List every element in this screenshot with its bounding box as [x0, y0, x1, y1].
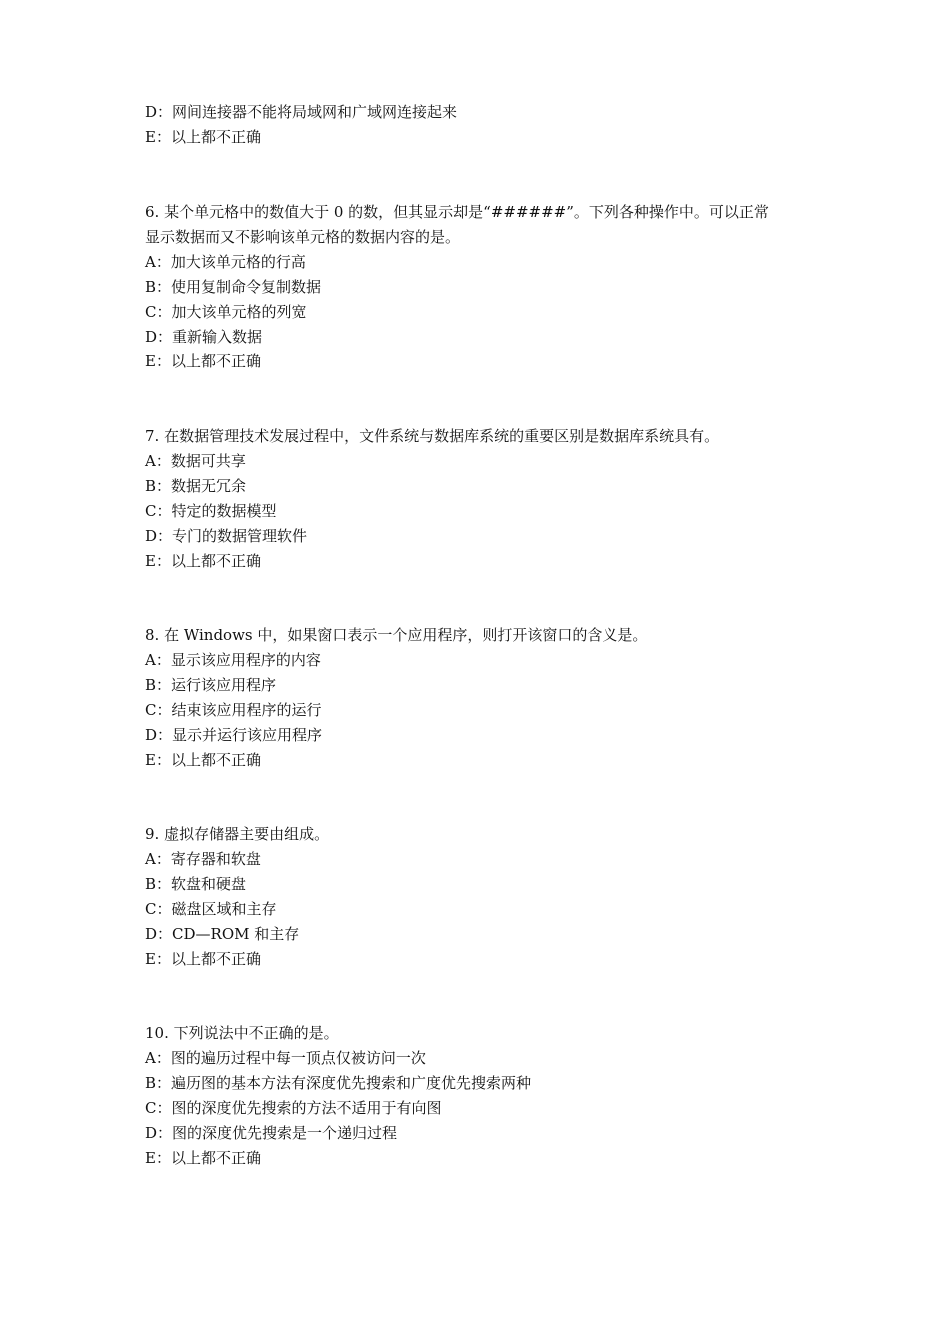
- option-e: E：以上都不正确: [145, 950, 261, 968]
- question-7-stem: 7. 在数据管理技术发展过程中，文件系统与数据库系统的重要区别是数据库系统具有。: [145, 427, 720, 445]
- option-d: D：图的深度优先搜索是一个递归过程: [145, 1124, 398, 1142]
- question-6-stem: 6. 某个单元格中的数值大于 0 的数，但其显示却是“######”。下列各种操作中。可以正常: [145, 203, 769, 221]
- option-b: B：数据无冗余: [145, 477, 247, 495]
- option-e: E：以上都不正确: [145, 128, 261, 146]
- option-e: E：以上都不正确: [145, 552, 261, 570]
- option-d: D：CD—ROM 和主存: [145, 925, 300, 943]
- option-e: E：以上都不正确: [145, 352, 261, 370]
- question-10-stem: 10. 下列说法中不正确的是。: [145, 1024, 339, 1042]
- option-b: B：使用复制命令复制数据: [145, 278, 322, 296]
- option-c: C：图的深度优先搜索的方法不适用于有向图: [145, 1099, 442, 1117]
- option-a: A：显示该应用程序的内容: [145, 651, 321, 669]
- option-c: C：结束该应用程序的运行: [145, 701, 322, 719]
- option-e: E：以上都不正确: [145, 751, 261, 769]
- option-b: B：遍历图的基本方法有深度优先搜索和广度优先搜索两种: [145, 1074, 532, 1092]
- question-6-stem: 显示数据而又不影响该单元格的数据内容的是。: [145, 228, 461, 246]
- option-d: D：显示并运行该应用程序: [145, 726, 323, 744]
- option-a: A：加大该单元格的行高: [145, 253, 306, 271]
- option-b: B：运行该应用程序: [145, 676, 277, 694]
- option-c: C：加大该单元格的列宽: [145, 303, 307, 321]
- option-a: A：数据可共享: [145, 452, 246, 470]
- option-b: B：软盘和硬盘: [145, 875, 247, 893]
- option-c: C：特定的数据模型: [145, 502, 277, 520]
- question-9-stem: 9. 虚拟存储器主要由组成。: [145, 825, 330, 843]
- option-d: D：重新输入数据: [145, 328, 263, 346]
- question-8-stem: 8. 在 Windows 中，如果窗口表示一个应用程序，则打开该窗口的含义是。: [145, 626, 648, 644]
- option-e: E：以上都不正确: [145, 1149, 261, 1167]
- option-a: A：图的遍历过程中每一顶点仅被访问一次: [145, 1049, 426, 1067]
- option-d: D：网间连接器不能将局域网和广域网连接起来: [145, 103, 458, 121]
- option-d: D：专门的数据管理软件: [145, 527, 308, 545]
- option-c: C：磁盘区域和主存: [145, 900, 277, 918]
- option-a: A：寄存器和软盘: [145, 850, 261, 868]
